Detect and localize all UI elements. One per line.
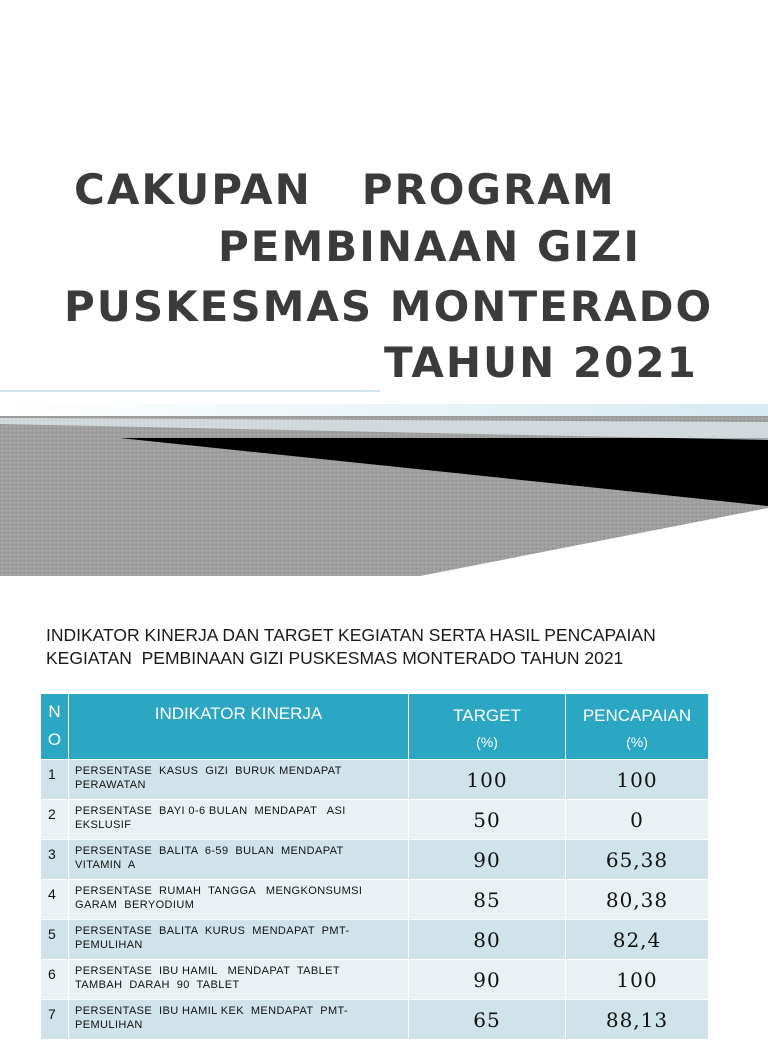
row-target: 90 [409,960,566,1000]
row-target: 50 [409,800,566,840]
row-indicator-line-1: PERSENTASE BALITA 6-59 BULAN MENDAPAT [75,845,344,857]
row-target: 90 [409,840,566,880]
row-pencapaian: 88,13 [566,1000,709,1040]
row-indicator-line-2: GARAM BERYODIUM [75,899,195,911]
row-indicator-line-2: TAMBAH DARAH 90 TABLET [75,979,240,991]
table-heading-line-2: KEGIATAN PEMBINAAN GIZI PUSKESMAS MONTERADO TAHUN 2021 [46,648,624,668]
row-indicator-line-2: PERAWATAN [75,779,146,791]
row-pencapaian: 100 [566,760,709,800]
header-no [41,694,69,760]
indicator-table [40,693,709,1040]
table-row [41,1000,709,1040]
row-indicator-line-2: PEMULIHAN [75,1019,143,1031]
row-indicator-line-1: PERSENTASE IBU HAMIL MENDAPAT TABLET [75,965,340,977]
header-pencapaian-label: PENCAPAIAN [582,706,692,725]
row-indicator [69,960,409,1000]
row-indicator [69,760,409,800]
row-pencapaian: 80,38 [566,880,709,920]
title-line-3: PUSKESMAS MONTERADO [64,282,714,331]
title-line-1: CAKUPAN PROGRAM [74,165,616,214]
row-indicator [69,840,409,880]
row-target: 100 [409,760,566,800]
table-row [41,920,709,960]
row-number: 7 [41,1000,69,1040]
row-number: 1 [41,760,69,800]
decorative-banner [0,388,768,576]
row-indicator-line-1: PERSENTASE BALITA KURUS MENDAPAT PMT- [75,925,350,937]
table-heading [46,624,656,670]
row-pencapaian: 65,38 [566,840,709,880]
row-target: 85 [409,880,566,920]
row-indicator-line-2: EKSLUSIF [75,819,132,831]
header-target-unit: (%) [476,734,498,750]
row-target: 65 [409,1000,566,1040]
row-indicator-line-1: PERSENTASE KASUS GIZI BURUK MENDAPAT [75,765,342,777]
header-target [409,694,566,760]
header-pencapaian [566,694,709,760]
header-pencapaian-unit: (%) [626,734,648,750]
row-indicator-line-1: PERSENTASE IBU HAMIL KEK MENDAPAT PMT- [75,1005,349,1017]
table-row [41,960,709,1000]
table-row [41,880,709,920]
row-number: 4 [41,880,69,920]
row-indicator-line-1: PERSENTASE BAYI 0-6 BULAN MENDAPAT ASI [75,805,346,817]
header-target-label: TARGET [453,706,521,725]
row-indicator [69,1000,409,1040]
table-heading-line-1: INDIKATOR KINERJA DAN TARGET KEGIATAN SERTA HASIL PENCAPAIAN [46,625,656,645]
table-row [41,840,709,880]
row-indicator [69,920,409,960]
table-header-row [41,694,709,760]
row-number: 5 [41,920,69,960]
row-pencapaian: 82,4 [566,920,709,960]
row-indicator-line-2: VITAMIN A [75,859,136,871]
header-indikator: INDIKATOR KINERJA [69,694,409,760]
row-pencapaian: 100 [566,960,709,1000]
table-body [41,760,709,1040]
table-row [41,760,709,800]
banner-top-line [0,390,380,392]
header-no-bottom: O [47,730,62,749]
row-target: 80 [409,920,566,960]
row-indicator [69,800,409,840]
row-number: 3 [41,840,69,880]
row-indicator-line-2: PEMULIHAN [75,939,143,951]
table-row [41,800,709,840]
header-no-top: N [48,702,61,721]
title-line-4: TAHUN 2021 [384,338,698,387]
row-pencapaian: 0 [566,800,709,840]
row-number: 6 [41,960,69,1000]
title-line-2: PEMBINAAN GIZI [218,222,642,271]
row-indicator-line-1: PERSENTASE RUMAH TANGGA MENGKONSUMSI [75,885,363,897]
row-indicator [69,880,409,920]
row-number: 2 [41,800,69,840]
